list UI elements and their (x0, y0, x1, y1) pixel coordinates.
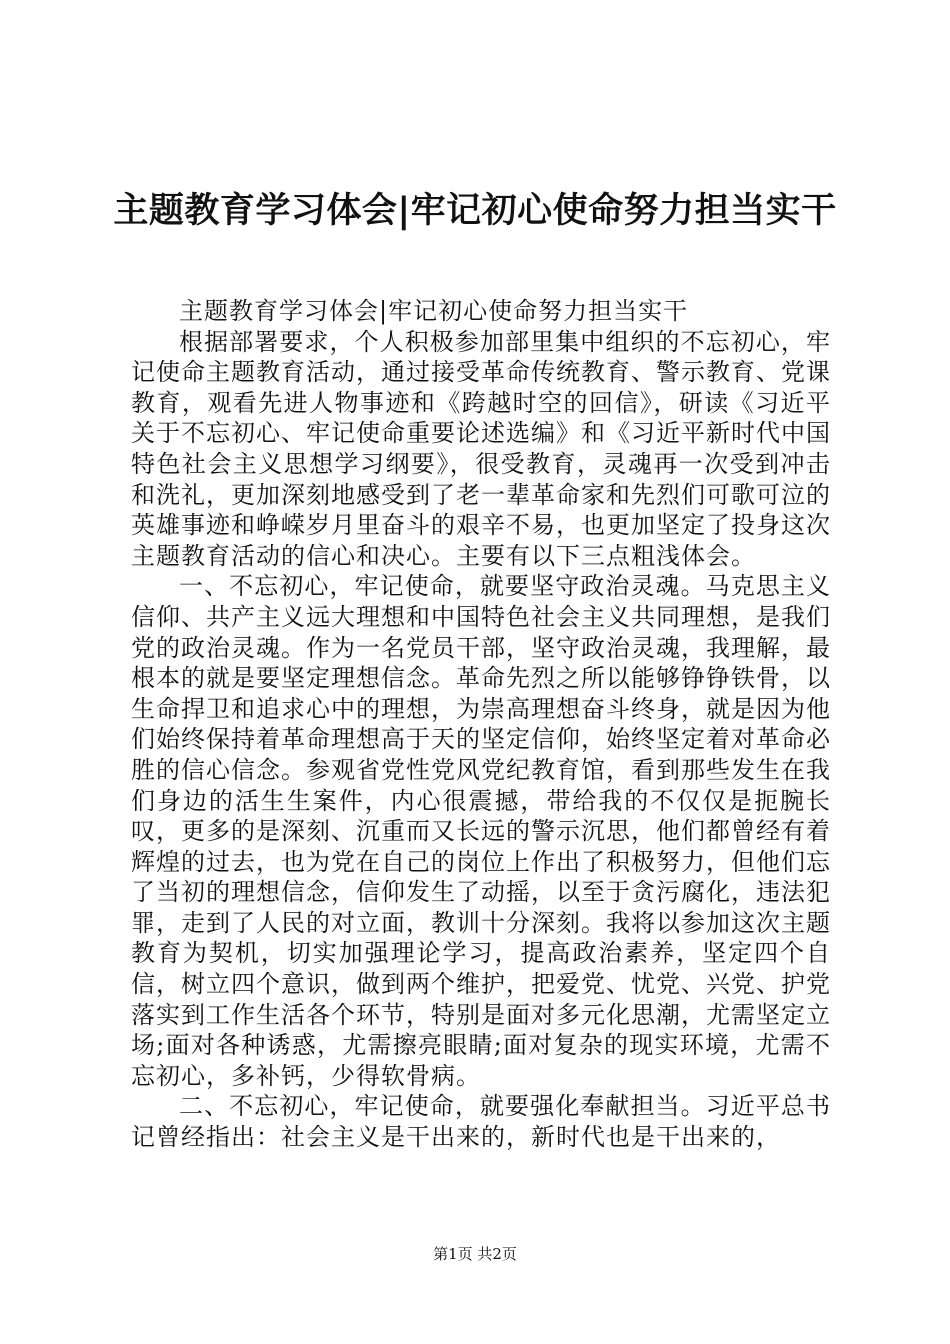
paragraph-intro: 根据部署要求，个人积极参加部里集中组织的不忘初心，牢记使命主题教育活动，通过接受革命传统教育、警示教育、党课教育，观看先进人物事迹和《跨越时空的回信》，研读《习近平关于不忘初心、牢记使命重要论述选编》和《习近平新时代中国特色社会主义思想学习纲要》，很受教育，灵魂再一次受到冲击和洗礼，更加深刻地感受到了老一辈革命家和先烈们可歌可泣的英雄事迹和峥嵘岁月里奋斗的艰辛不易，也更加坚定了投身这次主题教育活动的信心和决心。主要有以下三点粗浅体会。 (131, 327, 831, 570)
paragraph-subtitle: 主题教育学习体会|牢记初心使命努力担当实干 (179, 297, 689, 325)
page-footer: 第1页 共2页 (433, 1245, 517, 1263)
document-body (131, 296, 831, 1153)
paragraph-section-two: 二、不忘初心，牢记使命，就要强化奉献担当。习近平总书记曾经指出：社会主义是干出来的，新时代也是干出来的， (131, 1092, 831, 1152)
document-title: 主题教育学习体会|牢记初心使命努力担当实干 (113, 191, 837, 231)
paragraph-section-one: 一、不忘初心，牢记使命，就要坚守政治灵魂。马克思主义信仰、共产主义远大理想和中国特色社会主义共同理想，是我们党的政治灵魂。作为一名党员干部，坚守政治灵魂，我理解，最根本的就是要坚定理想信念。革命先烈之所以能够铮铮铁骨，以生命捍卫和追求心中的理想，为崇高理想奋斗终身，就是因为他们始终保持着革命理想高于天的坚定信仰，始终坚定着对革命必胜的信心信念。参观省党性党风党纪教育馆，看到那些发生在我们身边的活生生案件，内心很震撼，带给我的不仅仅是扼腕长叹，更多的是深刻、沉重而又长远的警示沉思，他们都曾经有着辉煌的过去，也为党在自己的岗位上作出了积极努力，但他们忘了当初的理想信念，信仰发生了动摇，以至于贪污腐化，违法犯罪，走到了人民的对立面，教训十分深刻。我将以参加这次主题教育为契机，切实加强理论学习，提高政治素养，坚定四个自信，树立四个意识，做到两个维护，把爱党、忧党、兴党、护党落实到工作生活各个环节，特别是面对多元化思潮，尤需坚定立场;面对各种诱惑，尤需擦亮眼睛;面对复杂的现实环境，尤需不忘初心，多补钙，少得软骨病。 (131, 572, 831, 1090)
